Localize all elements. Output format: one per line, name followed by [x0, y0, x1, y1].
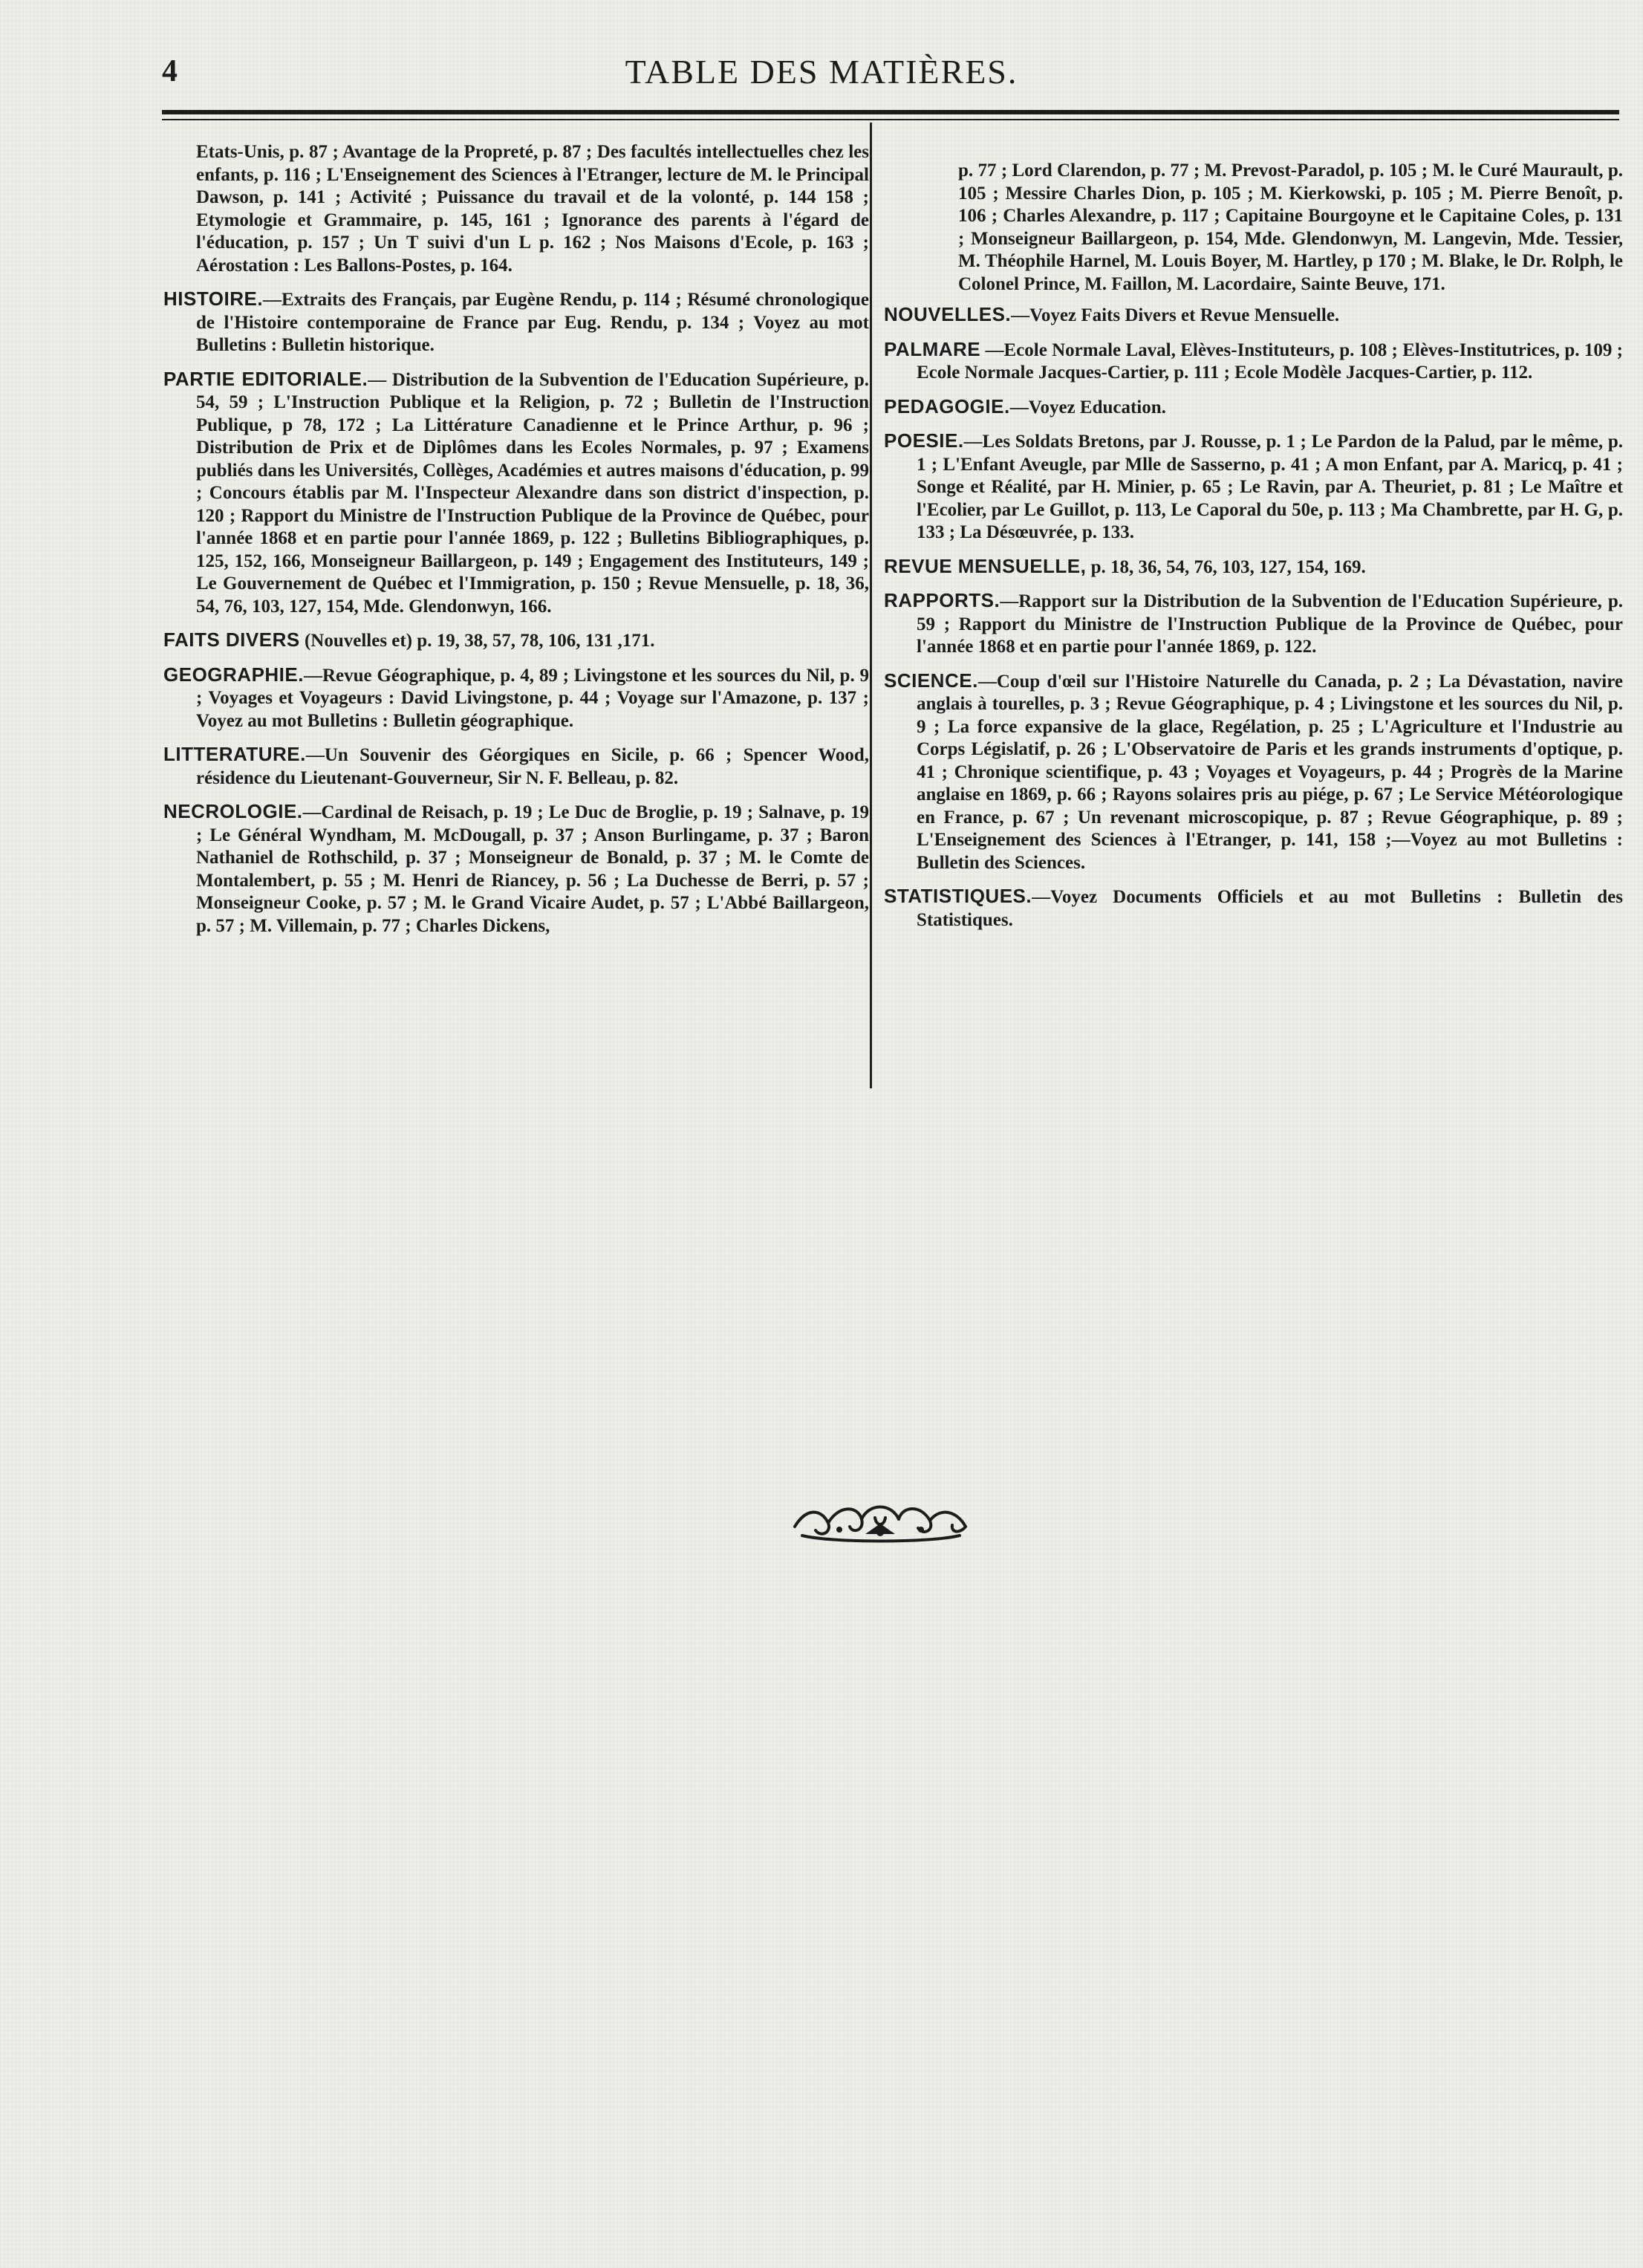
entry-heading: GEOGRAPHIE.	[163, 663, 304, 686]
entry-text: (Nouvelles et) p. 19, 38, 57, 78, 106, 131 ,171.	[299, 631, 655, 651]
entry-text: —Voyez Faits Divers et Revue Mensuelle.	[1011, 305, 1340, 325]
page-number: 4	[162, 54, 178, 88]
left-column	[163, 141, 869, 948]
entry-text: p. 18, 36, 54, 76, 103, 127, 154, 169.	[1086, 556, 1366, 577]
entry-heading: STATISTIQUES.	[884, 885, 1032, 907]
index-entry-histoire	[163, 287, 869, 357]
entry-heading: POESIE.	[884, 429, 964, 452]
entry-heading: HISTOIRE.	[163, 287, 264, 310]
page-title: TABLE DES MATIÈRES.	[625, 53, 1018, 91]
left-continuation: Etats-Unis, p. 87 ; Avantage de la Propreté, p. 87 ; Des facultés intellectuelles chez les enfants, p. 116 ; L'Enseignement des Sciences à l'Etranger, lecture de M. le Principal Dawson, p. 141 ; Activité ; Puissance du travail et de la volonté, p. 144 158 ; Etymologie et Grammaire, p. 145, 161 ; Ignorance des parents à l'égard de l'éducation, p. 157 ; Un T suivi d'un L p. 162 ; Nos Maisons d'Ecole, p. 163 ; Aérostation : Les Ballons-Postes, p. 164.	[196, 142, 869, 276]
entry-heading: SCIENCE.	[884, 669, 978, 692]
header-rule-thick	[162, 110, 1619, 114]
entry-text: — Distribution de la Subvention de l'Education Supérieure, p. 54, 59 ; L'Instruction Publique et la Religion, p. 72 ; Bulletin de l'Instruction Publique, p 78, 172 ; La Littérature Canadienne et le Prince Arthur, p. 96 ; Distribution de Prix et de Diplômes dans les Ecoles Normales, p. 97 ; Examens publiés dans les Universités, Collèges, Académies et autres maisons d'éducation, p. 99 ; Concours établis par M. l'Inspecteur Alexandre dans son district d'inspection, p. 120 ; Rapport du Ministre de l'Instruction Publique de la Province de Québec, pour l'année 1868 et en partie pour l'année 1869, p. 122 ; Bulletins Bibliographiques, p. 125, 152, 166, Monseigneur Baillargeon, p. 149 ; Engagement des Instituteurs, 149 ; Le Gouvernement de Québec et l'Immigration, p. 150 ; Revue Mensuelle, p. 18, 36, 54, 76, 103, 127, 154, Mde. Glendonwyn, 166.	[196, 369, 869, 617]
entry-text: —Rapport sur la Distribution de la Subvention de l'Education Supérieure, p. 59 ; Rapport du Ministre de l'Instruction Publique de la Province de Québec, pour l'année 1868 et en partie pour l'année 1869, p. 122.	[917, 591, 1623, 657]
entry-heading: PARTIE EDITORIALE.	[163, 367, 368, 390]
header-rule-thin	[162, 119, 1619, 120]
index-entry-litterature	[163, 743, 869, 790]
index-entry-rapports	[884, 589, 1623, 659]
index-entry-necrologie	[163, 800, 869, 938]
entry-heading: PEDAGOGIE.	[884, 394, 1010, 417]
right-column	[884, 141, 1623, 942]
entry-heading: PALMARE	[884, 337, 981, 360]
entry-heading: FAITS DIVERS	[163, 628, 300, 651]
entry-text: —Revue Géographique, p. 4, 89 ; Livingstone et les sources du Nil, p. 9 ; Voyages et Voyageurs : David Livingstone, p. 44 ; Voyage sur l'Amazone, p. 137 ; Voyez au mot Bulletins : Bulletin géographique.	[196, 665, 869, 731]
entry-heading: REVUE MENSUELLE,	[884, 554, 1087, 577]
entry-text: —Un Souvenir des Géorgiques en Sicile, p. 66 ; Spencer Wood, résidence du Lieutenant-Gouverneur, Sir N. F. Belleau, p. 82.	[196, 745, 869, 788]
entry-text: —Voyez Documents Officiels et au mot Bulletins : Bulletin des Statistiques.	[917, 887, 1623, 930]
index-entry-partie-editoriale	[163, 368, 869, 619]
index-entry-palmare	[884, 338, 1623, 385]
index-entry-geographie	[163, 663, 869, 733]
entry-text: —Les Soldats Bretons, par J. Rousse, p. 1 ; Le Pardon de la Palud, par le même, p. 1 ; L'Enfant Aveugle, par Mlle de Sasserno, p. 41 ; A mon Enfant, par A. Maricq, p. 41 ; Songe et Réalité, par H. Minier, p. 65 ; Le Ravin, par A. Theuriet, p. 81 ; Le Maître et l'Ecolier, par Le Guillot, p. 113, Le Caporal du 50e, p. 113 ; Ma Chambrette, par H. G, p. 133 ; La Désœuvrée, p. 133.	[917, 432, 1623, 542]
index-entry-pedagogie	[884, 395, 1623, 420]
index-entry-faits-divers	[163, 628, 869, 653]
entry-text: —Ecole Normale Laval, Elèves-Instituteurs, p. 108 ; Elèves-Institutrices, p. 109 ; Ecole Normale Jacques-Cartier, p. 111 ; Ecole Modèle Jacques-Cartier, p. 112.	[917, 339, 1623, 383]
entry-heading: NECROLOGIE.	[163, 800, 303, 822]
index-entry-statistiques	[884, 885, 1623, 932]
index-entry-science	[884, 669, 1623, 875]
right-continuation: p. 77 ; Lord Clarendon, p. 77 ; M. Prevost-Paradol, p. 105 ; M. le Curé Maurault, p. 105 ; Messire Charles Dion, p. 105 ; M. Kierkowski, p. 105 ; M. Pierre Benoît, p. 106 ; Charles Alexandre, p. 117 ; Capitaine Bourgoyne et le Capitaine Coles, p. 131 ; Monseigneur Baillargeon, p. 154, Mde. Glendonwyn, M. Langevin, Mde. Tessier, M. Théophile Harnel, M. Louis Boyer, M. Hartley, p 170 ; M. Blake, le Dr. Rolph, le Colonel Prince, M. Faillon, M. Lacordaire, Sainte Beuve, 171.	[958, 160, 1623, 294]
index-entry-nouvelles	[884, 303, 1623, 328]
entry-heading: RAPPORTS.	[884, 589, 1001, 611]
entry-text: —Voyez Education.	[1009, 397, 1166, 417]
entry-text: —Cardinal de Reisach, p. 19 ; Le Duc de Broglie, p. 19 ; Salnave, p. 19 ; Le Général Wyndham, M. McDougall, p. 37 ; Anson Burlingame, p. 37 ; Baron Nathaniel de Rothschild, p. 37 ; Monseigneur de Bonald, p. 37 ; M. le Comte de Montalembert, p. 55 ; M. Henri de Riancey, p. 56 ; La Duchesse de Berri, p. 57 ; Monseigneur Cooke, p. 57 ; M. le Grand Vicaire Audet, p. 57 ; L'Abbé Baillargeon, p. 57 ; M. Villemain, p. 77 ; Charles Dickens,	[196, 802, 869, 936]
decorative-fleuron-icon	[787, 1497, 973, 1553]
entry-text: —Coup d'œil sur l'Histoire Naturelle du Canada, p. 2 ; La Dévastation, navire anglais à tourelles, p. 3 ; Revue Géographique, p. 4 ; Livingstone et les sources du Nil, p. 9 ; La force expansive de la glace, Regélation, p. 25 ; L'Agriculture et l'Industrie au Corps Législatif, p. 26 ; L'Observatoire de Paris et les grands instruments d'optique, p. 41 ; Chronique scientifique, p. 43 ; Voyages et Voyageurs, p. 44 ; Progrès de la Marine anglaise en 1869, p. 66 ; Rayons solaires pris au piége, p. 67 ; Le Service Météorologique en France, p. 67 ; Un revenant microscopique, p. 87 ; Revue Géographique, p. 89 ; L'Enseignement des Sciences à l'Etranger, p. 141, 158 ;—Voyez au mot Bulletins : Bulletin des Sciences.	[917, 671, 1623, 873]
index-entry-poesie	[884, 429, 1623, 545]
entry-heading: NOUVELLES.	[884, 303, 1012, 325]
entry-text: —Extraits des Français, par Eugène Rendu, p. 114 ; Résumé chronologique de l'Histoire contemporaine de France par Eug. Rendu, p. 134 ; Voyez au mot Bulletins : Bulletin historique.	[196, 290, 869, 355]
index-entry-revue-mensuelle	[884, 555, 1623, 579]
column-divider	[870, 123, 872, 1088]
entry-heading: LITTERATURE.	[163, 743, 306, 765]
